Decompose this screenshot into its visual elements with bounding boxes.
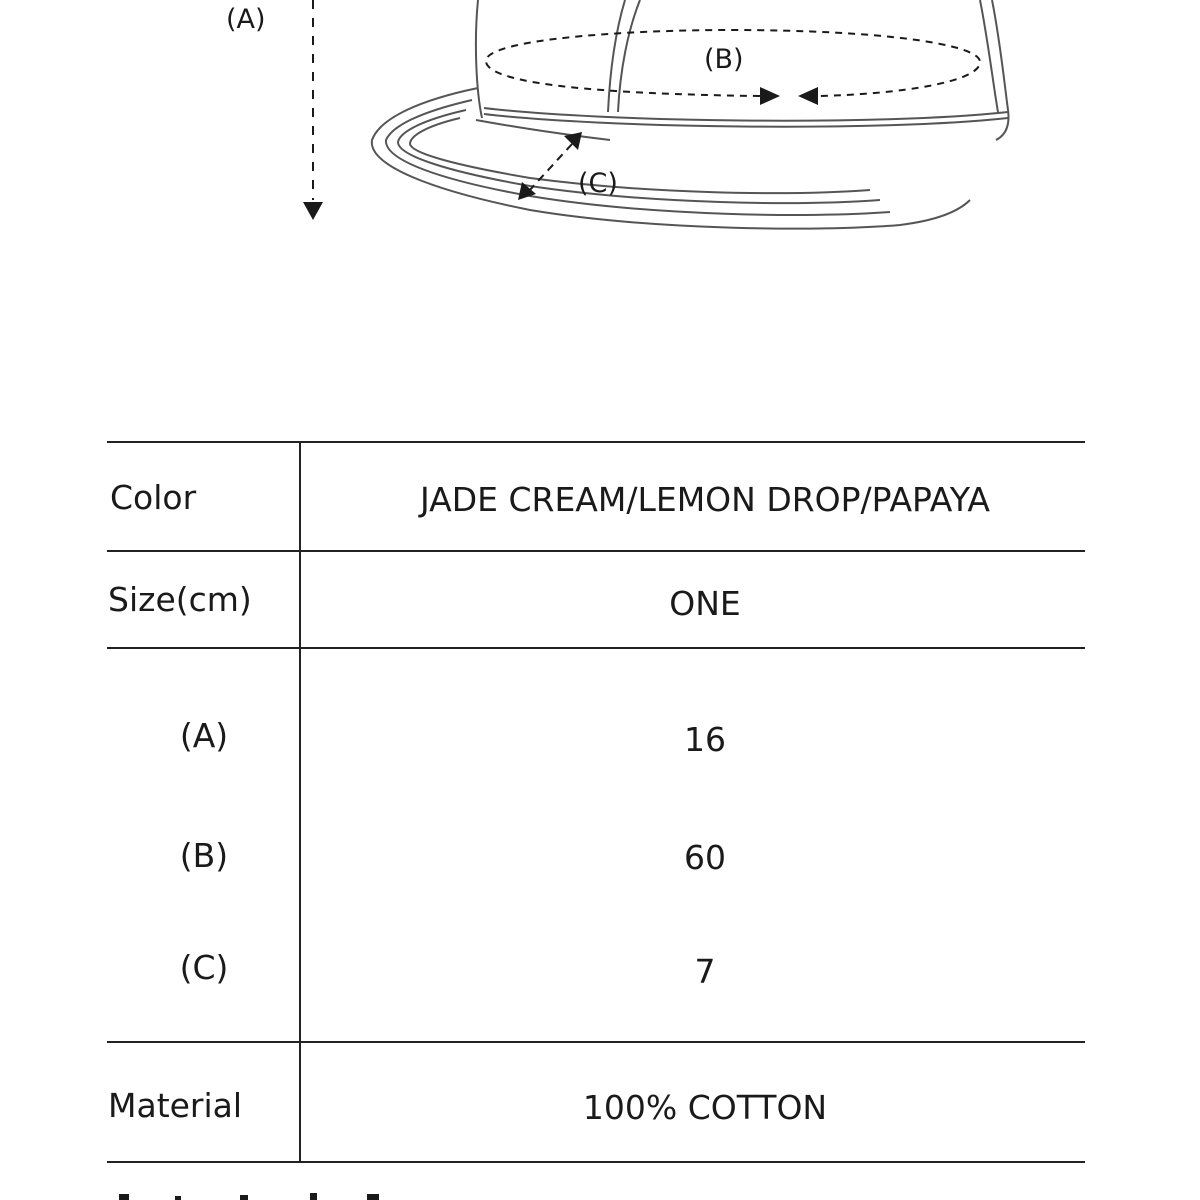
- table-rule-size: [107, 647, 1085, 649]
- material-label: Material: [108, 1086, 243, 1125]
- table-rule-measurements: [107, 1041, 1085, 1043]
- measure-b-label: (B): [704, 44, 744, 75]
- measure-a-label: (A): [226, 4, 266, 35]
- measurement-c-value: 7: [694, 952, 716, 991]
- measurement-b-label: (B): [179, 836, 229, 875]
- cutoff-text-fragment: [105, 1188, 405, 1200]
- table-top-rule: [107, 441, 1085, 443]
- measurement-a-value: 16: [684, 720, 726, 759]
- measurement-c-label: (C): [179, 948, 229, 987]
- cap-outline-icon: [372, 0, 1009, 229]
- color-value: JADE CREAM/LEMON DROP/PAPAYA: [420, 480, 990, 519]
- measurement-a-label: (A): [179, 716, 229, 755]
- measurement-b-value: 60: [684, 838, 726, 877]
- table-column-divider: [299, 441, 301, 1163]
- measure-c-label: (C): [578, 168, 618, 199]
- size-label: Size(cm): [108, 580, 252, 619]
- table-bottom-rule: [107, 1161, 1085, 1163]
- table-rule-color: [107, 550, 1085, 552]
- size-value: ONE: [669, 584, 741, 623]
- color-label: Color: [110, 478, 197, 517]
- cap-diagram: [0, 0, 1200, 300]
- material-value: 100% COTTON: [582, 1088, 828, 1127]
- measure-a-arrow: [303, 0, 323, 220]
